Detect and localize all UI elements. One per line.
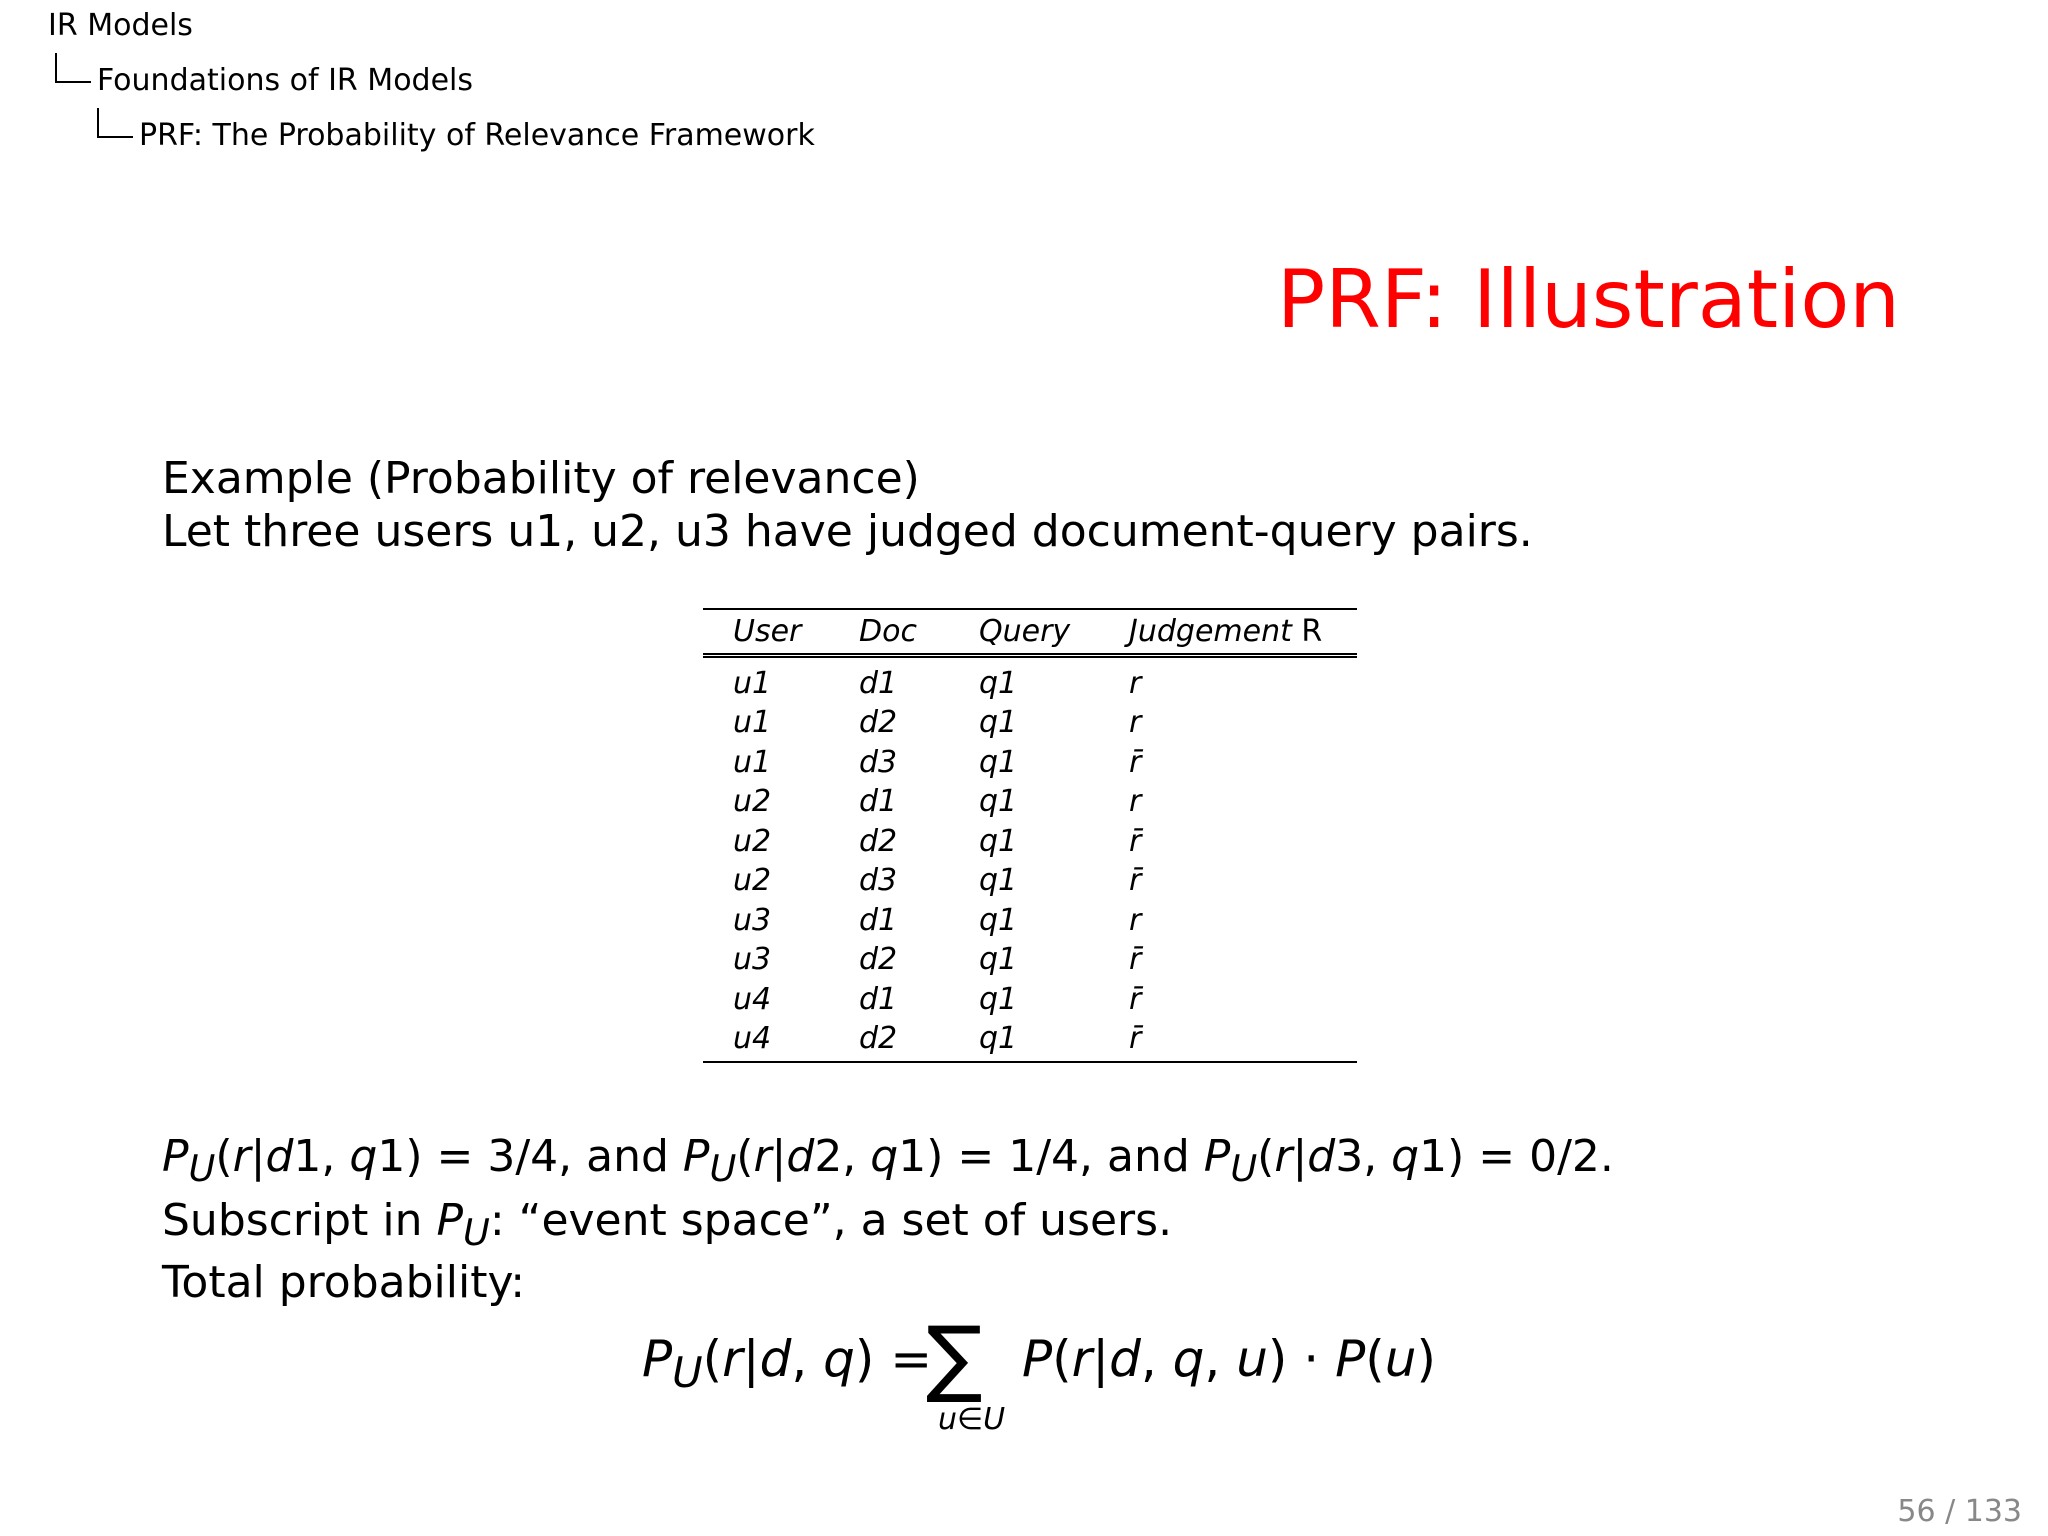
table-header-row [703, 609, 1357, 655]
probability-values: $P_U(r|d1$, q1) = 3/4, and $P_U(r|d2$, q1) = 1/4, and $P_U(r|d3$, q1) = 0/2. [162, 1131, 1614, 1190]
cell-doc: d2 [859, 942, 898, 977]
cell-user: u2 [733, 863, 772, 898]
column-header-query: Query [949, 609, 1099, 655]
cell-query: q1 [979, 665, 1018, 701]
table-row [703, 743, 1357, 783]
breadcrumb-level-3 [139, 118, 815, 154]
cell-judgement: r [1129, 902, 1142, 938]
cell-user: u3 [733, 902, 772, 938]
cell-judgement: r [1129, 784, 1142, 819]
column-header-user: User [703, 609, 829, 655]
formula-lhs: $P_U(r|d$, q) = [642, 1330, 933, 1397]
table-row [703, 822, 1357, 862]
cell-query: q1 [949, 1019, 1099, 1062]
cell-doc: d1 [859, 784, 898, 819]
cell-judgement: r [1129, 665, 1142, 701]
cell-user: u2 [733, 784, 772, 819]
table-row [703, 1019, 1357, 1062]
summation-icon: ∑ [926, 1308, 983, 1406]
cell-doc: d3 [859, 744, 898, 780]
cell-doc: d1 [859, 981, 898, 1017]
table-row [703, 782, 1357, 822]
example-heading: Example (Probability of relevance) [162, 453, 920, 504]
cell-query: q1 [979, 863, 1018, 898]
table-row [703, 861, 1357, 901]
tree-elbow-icon [97, 108, 133, 138]
cell-user: u3 [733, 942, 772, 977]
tree-elbow-icon [55, 53, 91, 83]
cell-query: q1 [979, 981, 1018, 1017]
cell-query: q1 [979, 942, 1018, 977]
table-row [703, 655, 1357, 703]
cell-query: q1 [979, 705, 1018, 740]
judgement-label: Judgement [1129, 613, 1292, 649]
cell-judgement: r̄ [1129, 744, 1142, 780]
cell-user: u4 [703, 1019, 829, 1062]
cell-query: q1 [979, 823, 1018, 859]
cell-doc: d1 [859, 665, 898, 701]
cell-user: u1 [733, 744, 772, 780]
cell-query: q1 [979, 784, 1018, 819]
judgement-symbol: R [1301, 613, 1323, 649]
column-header-judgement [1099, 609, 1357, 655]
breadcrumb-label: Foundations of IR Models [97, 63, 474, 98]
table-body [703, 655, 1357, 1062]
cell-doc: d3 [859, 863, 898, 898]
cell-doc: d2 [859, 705, 898, 740]
table-row [703, 901, 1357, 941]
slide-title: PRF: Illustration [1277, 253, 1900, 346]
column-header-doc: Doc [829, 609, 949, 655]
table-row [703, 980, 1357, 1020]
cell-query: q1 [979, 902, 1018, 938]
cell-user: u1 [733, 705, 772, 740]
cell-user: u1 [733, 665, 772, 701]
breadcrumb-level-2 [97, 63, 473, 99]
table-row [703, 703, 1357, 743]
cell-user: u2 [733, 823, 772, 859]
page-number: 56 / 133 [1897, 1494, 2022, 1529]
formula-rhs: P(r|d, q, u) · P(u) [1022, 1330, 1436, 1388]
judgement-table [703, 608, 1357, 1063]
summation-index: u∈U [938, 1402, 1006, 1437]
cell-user: u4 [733, 981, 772, 1017]
table-row [703, 940, 1357, 980]
cell-judgement: r̄ [1129, 863, 1142, 898]
cell-judgement: r̄ [1099, 1019, 1357, 1062]
breadcrumb-label: PRF: The Probability of Relevance Framework [139, 118, 815, 153]
cell-judgement: r̄ [1129, 942, 1142, 977]
cell-judgement: r̄ [1129, 981, 1142, 1017]
total-probability-label: Total probability: [162, 1257, 526, 1308]
cell-doc: d1 [859, 902, 898, 938]
subscript-note: Subscript in $P_U$: “event space”, a set of users. [162, 1195, 1173, 1254]
total-probability-formula [642, 1308, 1436, 1438]
cell-doc: d2 [829, 1019, 949, 1062]
cell-judgement: r [1129, 705, 1142, 740]
example-intro: Let three users u1, u2, u3 have judged document-query pairs. [162, 506, 1533, 557]
breadcrumb-level-1 [48, 8, 193, 44]
cell-judgement: r̄ [1129, 823, 1142, 859]
cell-query: q1 [979, 744, 1018, 780]
breadcrumb-label: IR Models [48, 8, 193, 43]
cell-doc: d2 [859, 823, 898, 859]
